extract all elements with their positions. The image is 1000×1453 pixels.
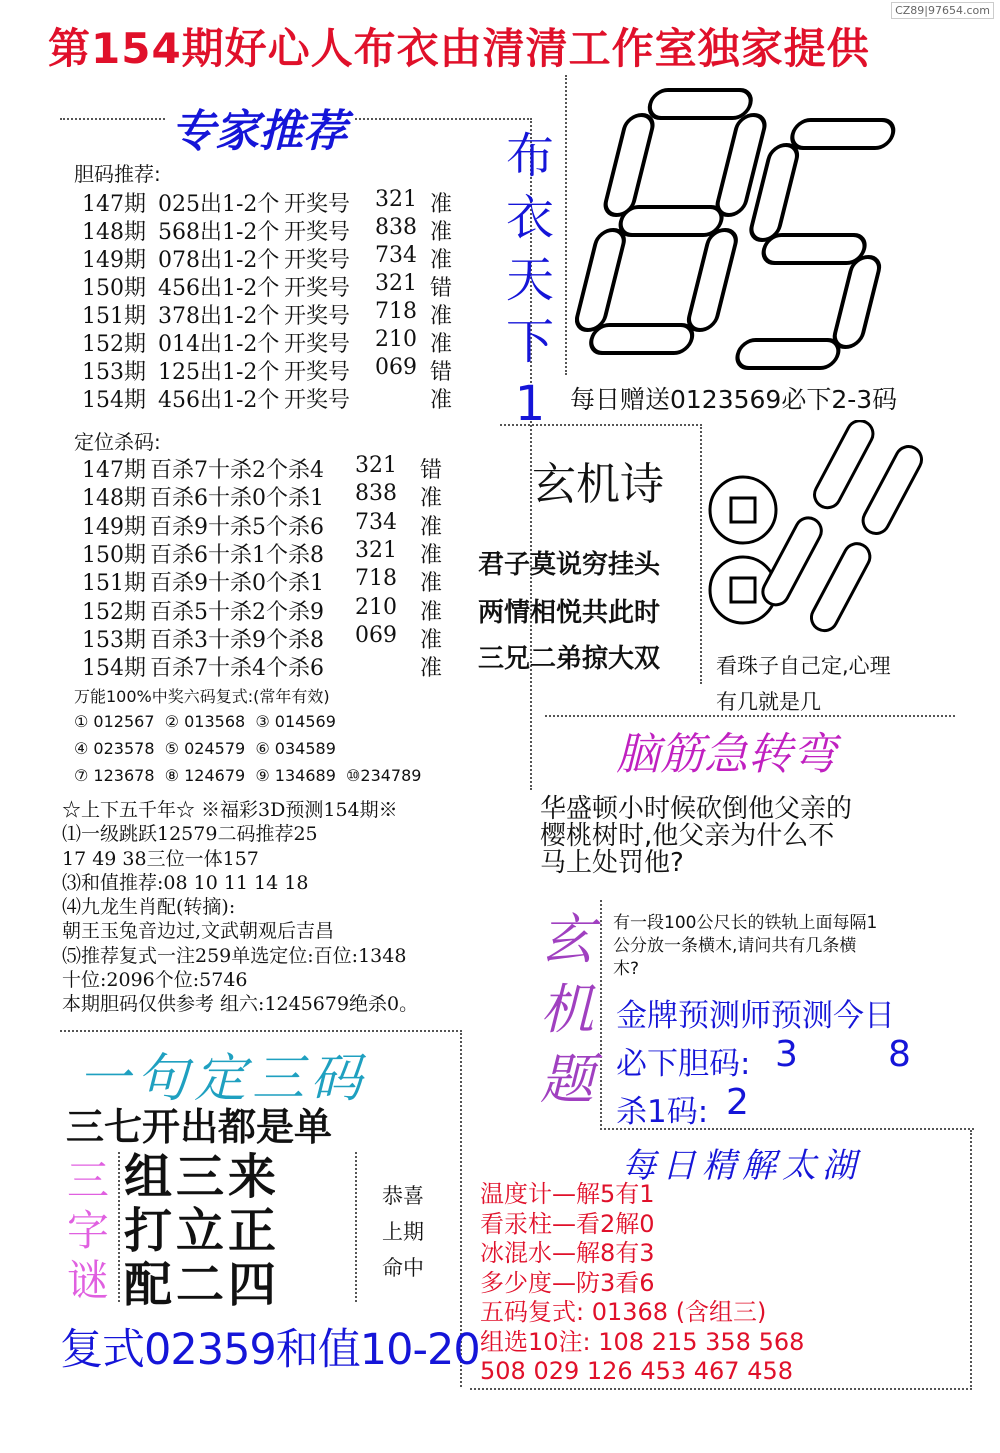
kill-tip: 百杀7十杀2个杀4	[150, 458, 324, 483]
dan-issue: 152期	[82, 332, 146, 357]
wanneng-row: ① 012567 ② 013568 ③ 014569	[74, 712, 336, 731]
dan-label-cell: 开奖号	[284, 248, 351, 273]
dan-number: 069	[375, 355, 417, 380]
riddle-side-char: 三	[66, 1156, 109, 1205]
dan-number: 210	[375, 327, 417, 352]
dan-number: 734	[375, 243, 417, 268]
kill-issue: 147期	[82, 458, 146, 483]
kill-code-value: 2	[726, 1082, 749, 1123]
dan-label-cell: 开奖号	[284, 388, 351, 413]
dan-result: 错	[430, 360, 453, 385]
brain-line: 华盛顿小时候砍倒他父亲的	[540, 794, 853, 824]
must-label: 必下胆码:	[616, 1046, 751, 1082]
dan-label-cell: 开奖号	[284, 276, 351, 301]
page-title: 第154期好心人布衣由清清工作室独家提供	[48, 24, 870, 73]
dan-issue: 147期	[82, 192, 146, 217]
dan-issue: 150期	[82, 276, 146, 301]
dan-tip: 568出1-2个	[158, 220, 280, 245]
history-line: ☆上下五千年☆ ※福彩3D预测154期※	[62, 799, 398, 821]
beads-note: 看珠子自己定,心理	[716, 654, 891, 678]
kill-tip: 百杀7十杀4个杀6	[150, 656, 324, 682]
history-line: 朝王玉兔音边过,文武朝观后吉昌	[62, 920, 335, 943]
dan-number: 321	[375, 271, 417, 296]
dan-result: 准	[430, 248, 453, 273]
puzzle-side-char: 机	[540, 978, 594, 1041]
riddle-line: 配二四	[124, 1257, 281, 1313]
history-line: 本期胆码仅供参考 组六:1245679绝杀0。	[62, 993, 419, 1016]
kill-number: 718	[355, 566, 397, 592]
kill-number: 069	[355, 622, 397, 648]
history-line: 十位:2096个位:5746	[62, 969, 248, 992]
poem-line: 三兄二弟掠大双	[478, 644, 661, 674]
puzzle-side-char: 题	[540, 1048, 594, 1111]
poem-line: 君子莫说穷挂头	[478, 550, 661, 580]
kill-code-label: 杀1码:	[616, 1094, 709, 1130]
dan-tip: 078出1-2个	[158, 248, 280, 273]
history-line: ⑷九龙生肖配(转摘):	[62, 896, 236, 919]
daily-gift: 每日赠送0123569必下2-3码	[570, 385, 898, 414]
kill-number: 838	[355, 481, 397, 507]
kill-result: 准	[420, 571, 443, 597]
dan-result: 准	[430, 388, 453, 413]
puzzle-side	[537, 905, 597, 1115]
dan-number: 838	[375, 215, 417, 240]
kill-tip: 百杀5十杀2个杀9	[150, 599, 324, 625]
puzzle-side-char: 玄	[540, 908, 594, 971]
dan-tip: 456出1-2个	[158, 388, 280, 413]
dan-result: 准	[430, 220, 453, 245]
kill-result: 准	[420, 514, 443, 540]
kill-issue: 151期	[82, 571, 146, 597]
dan-label-cell: 开奖号	[284, 304, 351, 329]
history-block	[62, 798, 418, 1017]
kill-number: 210	[355, 594, 397, 620]
brain-title: 脑筋急转弯	[610, 718, 842, 782]
congrats-line: 恭喜	[382, 1184, 424, 1208]
kill-label: 定位杀码:	[74, 430, 161, 454]
kill-tip: 百杀6十杀0个杀1	[150, 486, 324, 512]
dan-label-cell: 开奖号	[284, 360, 351, 385]
puzzle-question	[613, 912, 877, 981]
one-sentence-title: 一句定三码	[78, 1049, 369, 1109]
congrats-line: 上期	[382, 1220, 424, 1244]
dan-number: 718	[375, 299, 417, 324]
wanneng-label: 万能100%中奖六码复式:(常年有效)	[74, 687, 330, 706]
brain-line: 樱桃树时,他父亲为什么不	[540, 821, 835, 851]
poem-title: 玄机诗	[532, 459, 664, 510]
dan-label-cell: 开奖号	[284, 332, 351, 357]
riddle-line: 组三来	[124, 1149, 281, 1205]
must-value: 3	[775, 1034, 798, 1075]
one-sentence-headline: 三七开出都是单	[66, 1105, 333, 1149]
dan-label-cell: 开奖号	[284, 220, 351, 245]
fushi-text: 复式02359和值10-20	[60, 1325, 480, 1375]
kill-result: 准	[420, 542, 443, 568]
kill-number: 321	[355, 453, 397, 478]
kill-issue: 154期	[82, 656, 146, 682]
buyi-char: 天	[505, 252, 554, 308]
brain-line: 马上处罚他?	[540, 848, 684, 878]
riddle-side-char: 字	[66, 1206, 109, 1255]
dan-result: 准	[430, 192, 453, 217]
puzzle-question-line: 有一段100公尺长的铁轨上面每隔1	[613, 913, 878, 933]
kill-tip: 百杀6十杀1个杀8	[150, 542, 324, 568]
taihu-line: 组选10注: 108 215 358 568	[480, 1327, 805, 1356]
dan-label: 胆码推荐:	[74, 162, 161, 186]
puzzle-question-line: 公分放一条横木,请问共有几条横	[613, 936, 857, 956]
dan-issue: 154期	[82, 388, 146, 413]
kill-result: 准	[420, 486, 443, 512]
buyi-char: 下	[505, 314, 554, 370]
puzzle-question-line: 木?	[613, 959, 640, 979]
kill-issue: 153期	[82, 627, 146, 653]
kill-tip: 百杀9十杀5个杀6	[150, 514, 324, 540]
kill-number: 734	[355, 509, 397, 535]
dan-tip: 456出1-2个	[158, 276, 280, 301]
predict-title: 金牌预测师预测今日	[616, 998, 895, 1034]
wanneng-row: ④ 023578 ⑤ 024579 ⑥ 034589	[74, 739, 336, 758]
dan-tip: 378出1-2个	[158, 304, 280, 329]
dan-issue: 153期	[82, 360, 146, 385]
kill-issue: 148期	[82, 486, 146, 512]
buyi-char: 1	[514, 376, 546, 432]
history-line: 17 49 38三位一体157	[62, 847, 259, 870]
kill-result: 准	[420, 656, 443, 682]
buyi-char: 衣	[505, 190, 554, 246]
big-number-85	[575, 85, 905, 375]
dan-number: 321	[375, 187, 417, 212]
dan-result: 准	[430, 332, 453, 357]
dan-tip: 125出1-2个	[158, 360, 280, 385]
taihu-line: 五码复式: 01368 (含组三)	[480, 1298, 767, 1326]
dan-issue: 151期	[82, 304, 146, 329]
beads-note: 有几就是几	[716, 690, 821, 714]
watermark: CZ89|97654.com	[891, 2, 994, 19]
taihu-line: 冰混水—解8有3	[480, 1239, 655, 1267]
taihu-title: 每日精解太湖	[622, 1146, 862, 1186]
riddle-lines	[124, 1150, 280, 1312]
taihu-line: 508 029 126 453 467 458	[480, 1357, 793, 1385]
taihu-lines	[480, 1180, 804, 1387]
dan-result: 错	[430, 276, 453, 301]
kill-result: 准	[420, 627, 443, 653]
kill-tip: 百杀9十杀0个杀1	[150, 571, 324, 597]
dan-label-cell: 开奖号	[284, 192, 351, 217]
must-value: 8	[888, 1034, 911, 1075]
taihu-line: 看汞柱—看2解0	[480, 1209, 655, 1238]
kill-issue: 152期	[82, 599, 146, 625]
buyi-vertical	[500, 125, 560, 435]
congrats	[382, 1178, 424, 1286]
riddle-side	[62, 1156, 114, 1306]
wanneng-row: ⑦ 123678 ⑧ 124679 ⑨ 134689 ⑩234789	[74, 766, 422, 785]
dan-tip: 014出1-2个	[158, 332, 280, 357]
poem-line: 两情相悦共此时	[478, 598, 661, 628]
riddle-line: 打立正	[124, 1203, 281, 1259]
kill-result: 错	[420, 458, 443, 483]
riddle-side-char: 谜	[66, 1256, 109, 1305]
beads-image	[705, 420, 960, 645]
kill-result: 准	[420, 599, 443, 625]
kill-issue: 149期	[82, 514, 146, 540]
kill-number: 321	[355, 537, 397, 563]
dan-issue: 149期	[82, 248, 146, 273]
dan-issue: 148期	[82, 220, 146, 245]
history-line: ⑴一级跳跃12579二码推荐25	[62, 823, 318, 846]
dan-tip: 025出1-2个	[158, 192, 280, 217]
history-line: ⑶和值推荐:08 10 11 14 18	[62, 871, 309, 894]
buyi-char: 布	[505, 128, 554, 184]
dan-result: 准	[430, 304, 453, 329]
taihu-line: 温度计—解5有1	[480, 1180, 655, 1208]
congrats-line: 命中	[382, 1256, 424, 1280]
kill-issue: 150期	[82, 542, 146, 568]
kill-tip: 百杀3十杀9个杀8	[150, 627, 324, 653]
history-line: ⑸推荐复式一注259单选定位:百位:1348	[62, 944, 407, 967]
taihu-line: 多少度—防3看6	[480, 1268, 655, 1297]
expert-title: 专家推荐	[165, 95, 353, 159]
